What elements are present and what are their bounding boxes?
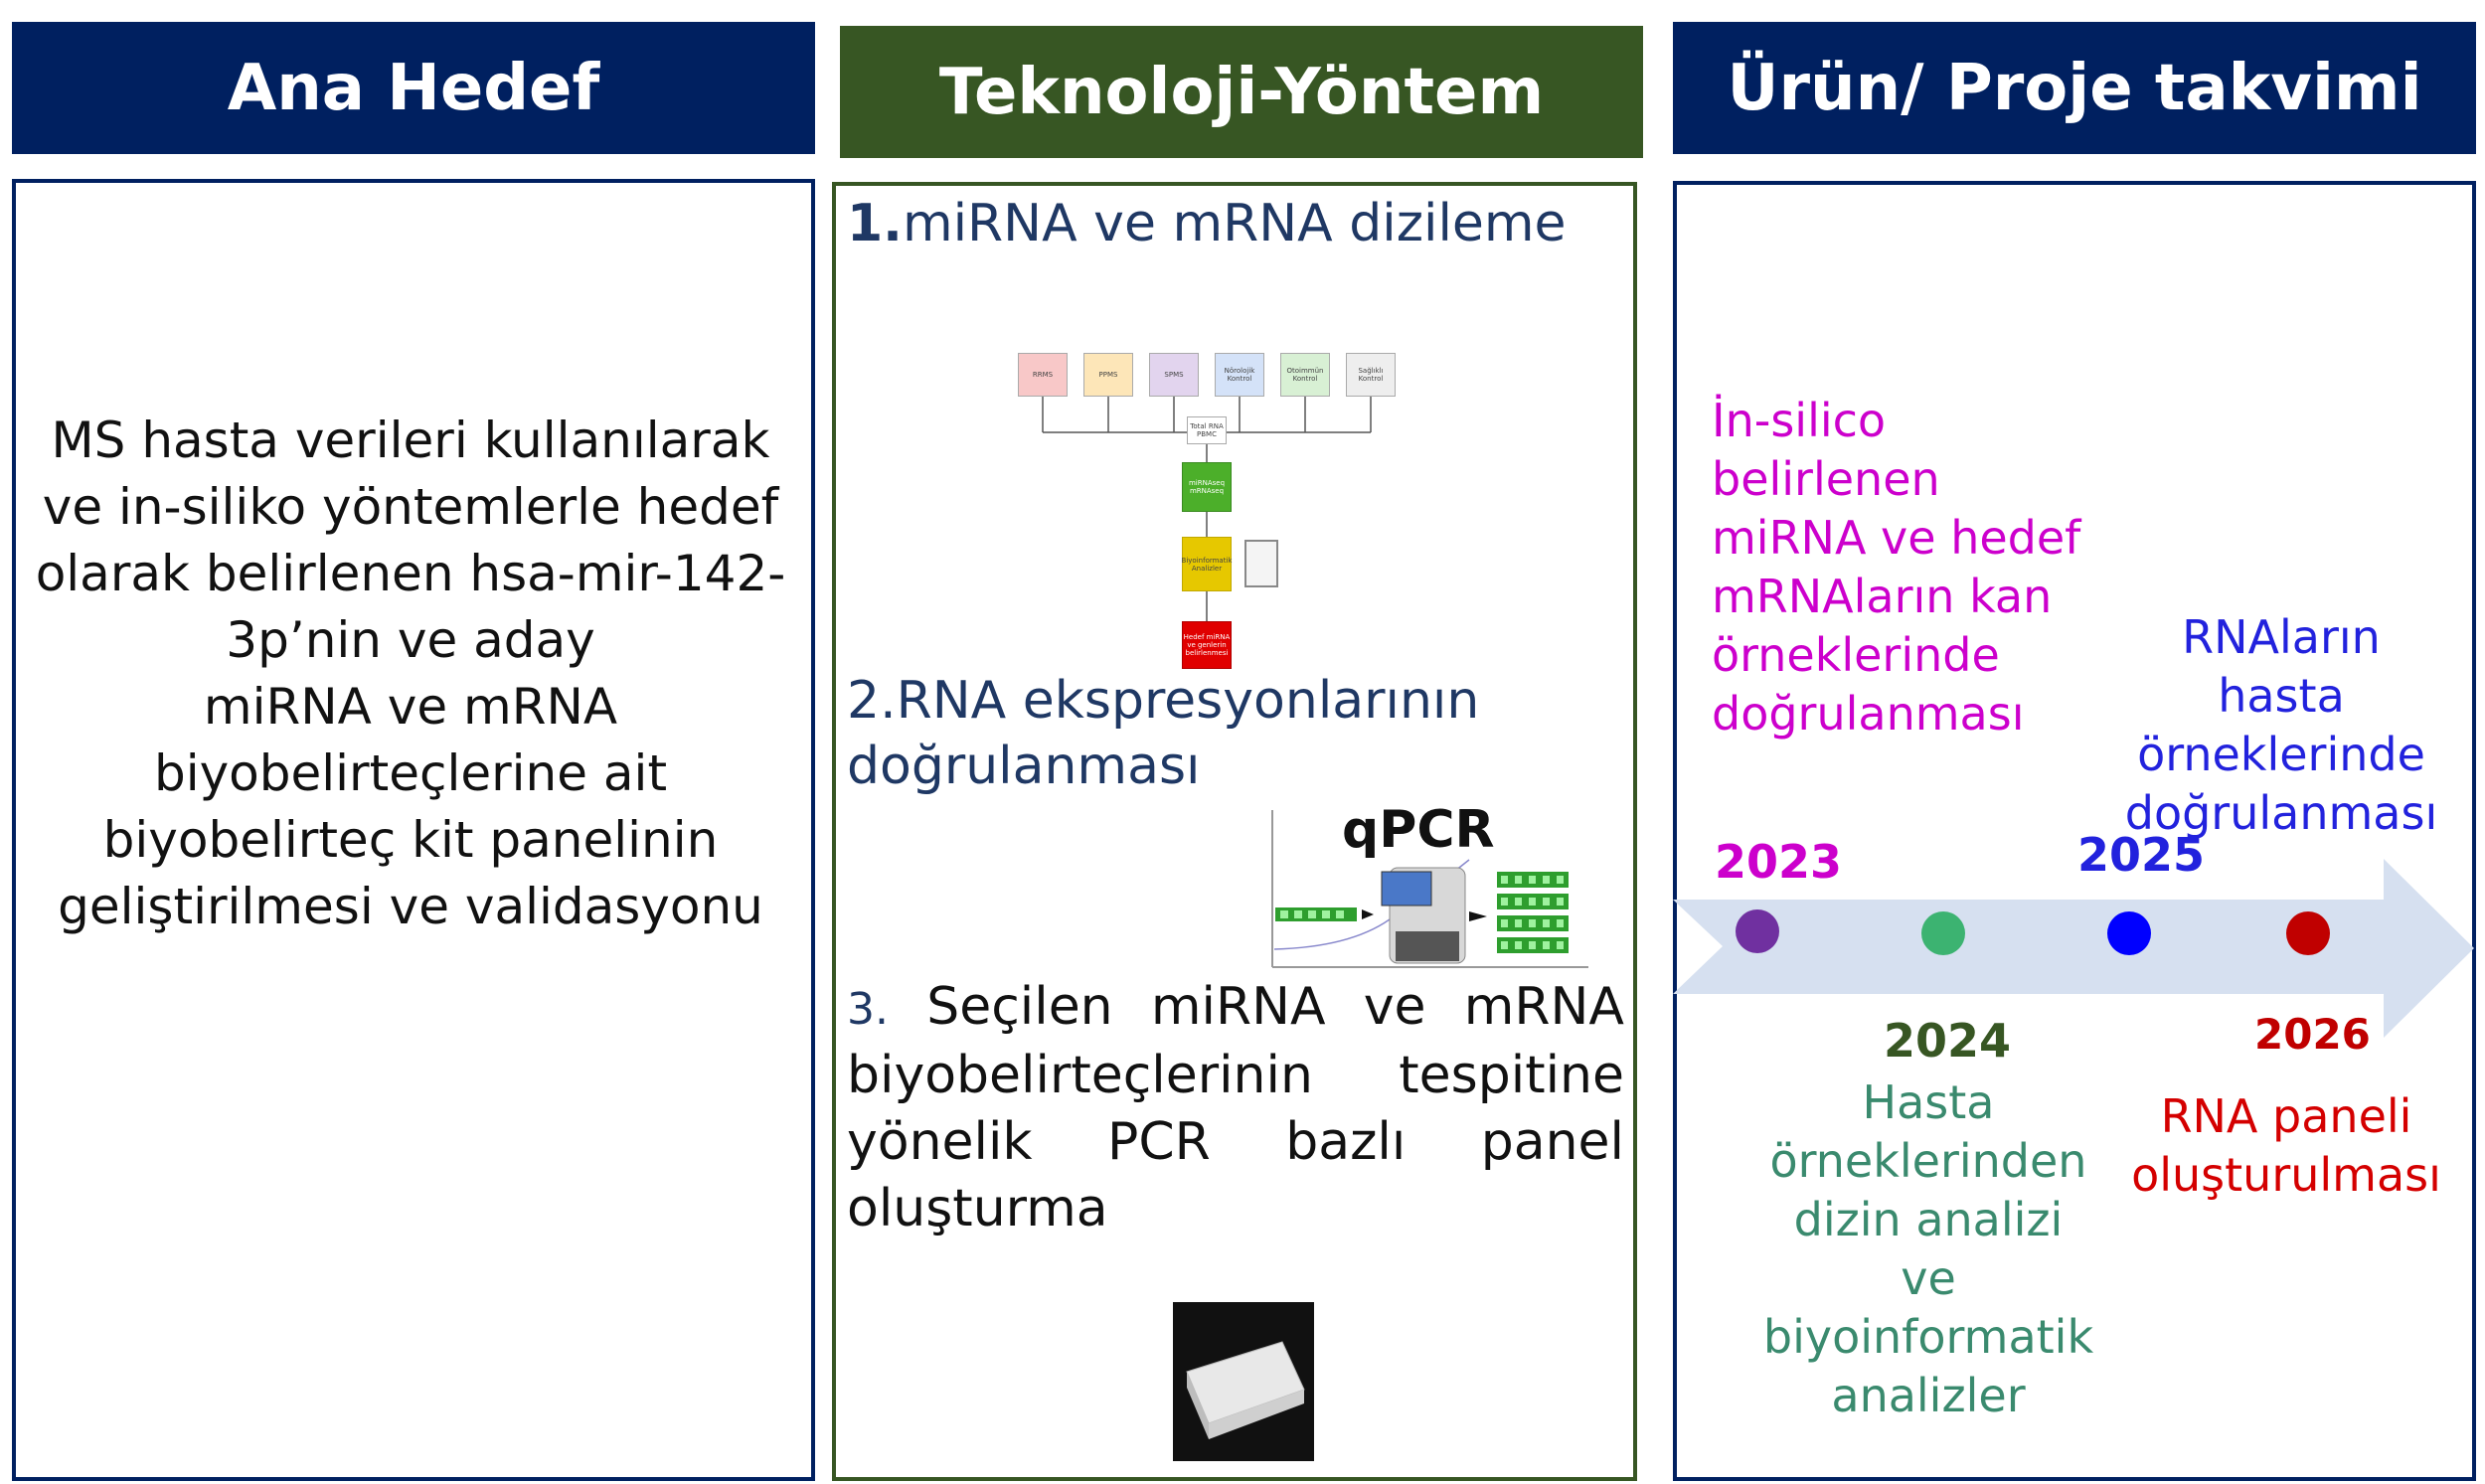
milestone-line: RNA paneli (2160, 1089, 2412, 1143)
milestone-2025-text (2117, 608, 2445, 843)
qpcr-label: qPCR (1342, 800, 1495, 860)
qpcr-machine-icon (1270, 800, 1588, 969)
header-teknoloji-yontem (840, 26, 1643, 158)
year-2025: 2025 (2077, 828, 2206, 882)
ana-hedef-line: MS hasta verileri kullanılarak (51, 412, 770, 469)
step-3-line4: oluşturma (847, 1179, 1108, 1238)
milestone-line: biyoinformatik (1762, 1310, 2094, 1364)
ana-hedef-line: ve in-siliko yöntemlerle hedef (42, 478, 779, 536)
flow-box-saglikli: Sağlıklı Kontrol (1346, 353, 1396, 397)
milestone-line: doğrulanması (2124, 786, 2438, 840)
milestone-line: örneklerinden (1769, 1134, 2087, 1188)
year-2023: 2023 (1715, 835, 1843, 889)
ana-hedef-line: biyobelirteç kit panelinin (102, 811, 719, 869)
computer-icon (1244, 540, 1278, 587)
milestone-line: İn-silico (1712, 394, 1887, 447)
flow-box-norolojik: Nörolojik Kontrol (1215, 353, 1264, 397)
milestone-line: mRNAların kan (1712, 570, 2053, 623)
step-1-number: 1. (847, 194, 903, 253)
step-2 (847, 668, 1479, 799)
flow-box-ppms: PPMS (1083, 353, 1133, 397)
ana-hedef-line: olarak belirlenen hsa-mir-142- (35, 545, 786, 602)
flow-box-spms: SPMS (1149, 353, 1199, 397)
flow-total-rna: Total RNA PBMC (1187, 416, 1227, 444)
header-urun-proje-takvimi-label: Ürün/ Proje takvimi (1727, 51, 2422, 125)
header-urun-proje-takvimi (1673, 22, 2476, 154)
step-3-number: 3. (847, 984, 889, 1035)
timeline-dot-2023 (1736, 909, 1779, 953)
step-3-line3: yönelik PCR bazlı panel (847, 1112, 1624, 1172)
step-1-text: miRNA ve mRNA dizileme (902, 194, 1567, 253)
year-2026: 2026 (2254, 1010, 2371, 1059)
milestone-line: belirlenen (1712, 452, 1940, 506)
milestone-line: oluşturulması (2131, 1148, 2441, 1202)
sequencing-flow-diagram (1014, 343, 1411, 671)
flow-box-otoimmun: Otoimmün Kontrol (1280, 353, 1330, 397)
milestone-line: örneklerinde (1712, 628, 2000, 682)
pcr-plate-image (1173, 1302, 1314, 1461)
header-teknoloji-yontem-label: Teknoloji-Yöntem (938, 55, 1545, 129)
step-2-line2: doğrulanması (847, 737, 1201, 796)
year-2024: 2024 (1884, 1014, 2012, 1068)
ana-hedef-line: biyobelirteçlerine ait (153, 744, 668, 802)
header-ana-hedef (12, 22, 815, 154)
milestone-line: dizin analizi ve (1793, 1193, 2064, 1305)
milestone-2023-text (1712, 392, 2080, 743)
ana-hedef-line: miRNA ve mRNA (203, 678, 618, 736)
timeline-dot-2025 (2107, 911, 2151, 955)
qpcr-illustration (1270, 800, 1588, 969)
timeline-dot-2026 (2286, 911, 2330, 955)
milestone-line: örneklerinde (2137, 728, 2425, 781)
step-3 (847, 974, 1624, 1242)
timeline-dot-2024 (1921, 911, 1965, 955)
milestone-2024-text (1759, 1073, 2097, 1425)
flow-bioinformatics: Biyoinformatik Analizler (1182, 537, 1232, 591)
step-3-line1-text: Seçilen miRNA ve mRNA (926, 977, 1624, 1037)
step-2-line1: 2.RNA ekspresyonlarının (847, 671, 1480, 731)
flow-target-genes: Hedef miRNA ve genlerin belirlenmesi (1182, 621, 1232, 669)
flow-box-rrms: RRMS (1018, 353, 1068, 397)
header-ana-hedef-label: Ana Hedef (227, 51, 600, 125)
ana-hedef-line: geliştirilmesi ve validasyonu (58, 878, 763, 935)
milestone-line: RNAların hasta (2182, 610, 2381, 723)
step-1 (847, 191, 1567, 256)
milestone-line: Hasta (1862, 1075, 1995, 1129)
flow-sequencing: miRNAseq mRNAseq (1182, 462, 1232, 512)
ana-hedef-line: 3p’nin ve aday (226, 611, 595, 669)
ana-hedef-text (22, 408, 799, 940)
milestone-line: miRNA ve hedef (1712, 511, 2081, 565)
step-3-line2: biyobelirteçlerinin tespitine (847, 1046, 1624, 1105)
step-3-line1 (847, 974, 1624, 1043)
pcr-plate-icon (1173, 1302, 1314, 1461)
milestone-line: doğrulanması (1712, 687, 2025, 741)
milestone-2026-text (2127, 1087, 2445, 1205)
milestone-line: analizler (1831, 1369, 2026, 1422)
